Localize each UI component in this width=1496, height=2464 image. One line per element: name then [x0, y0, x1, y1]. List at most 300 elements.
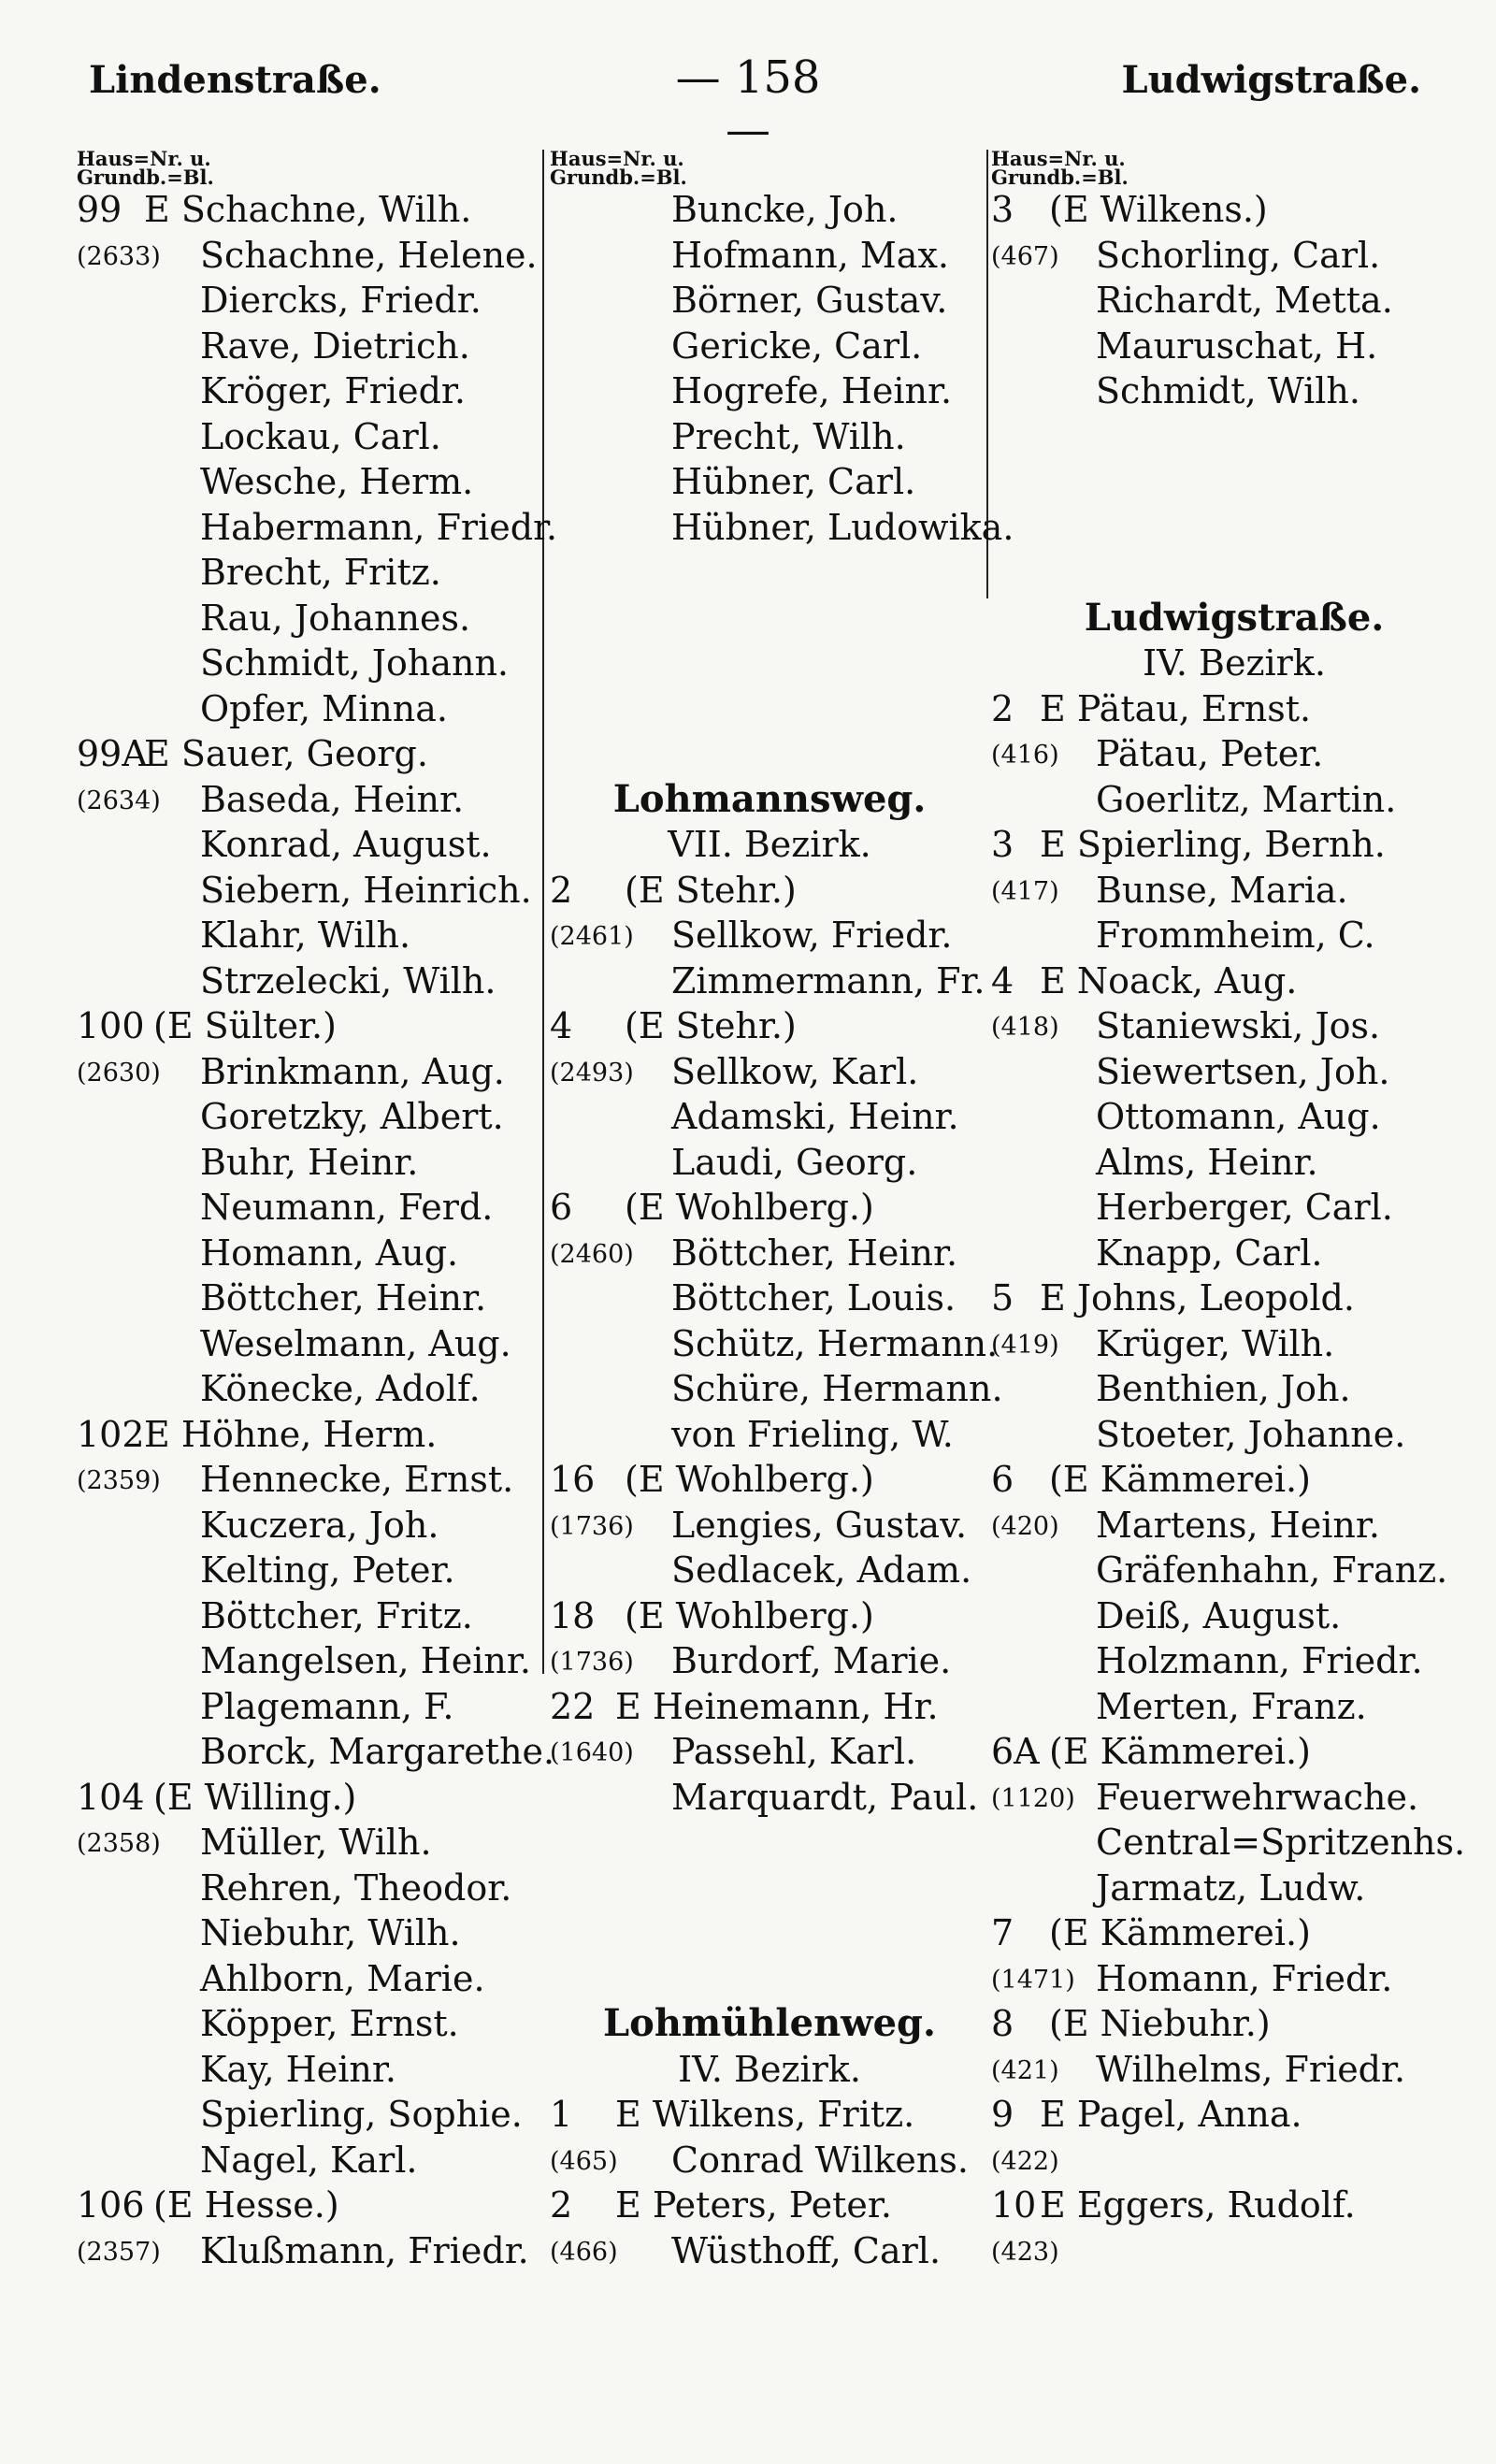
list-item	[77, 868, 544, 914]
house-number: 22	[550, 1685, 596, 1727]
house-number: 5	[991, 1277, 1014, 1318]
resident-name: Müller, Wilh.	[200, 1822, 432, 1863]
house-number: 2	[550, 869, 573, 911]
list-item	[77, 2047, 544, 2093]
street-title: Ludwigstraße.	[1084, 595, 1385, 640]
resident-name: Laudi, Georg.	[671, 1141, 918, 1183]
list-item	[77, 1457, 544, 1503]
list-item	[991, 913, 1477, 958]
list-item	[550, 505, 1014, 551]
spacer	[550, 686, 989, 732]
resident-name: Stoeter, Johanne.	[1096, 1413, 1406, 1455]
list-item	[550, 868, 989, 914]
list-item	[77, 1684, 544, 1730]
column-1	[77, 147, 558, 2431]
land-register-number: (2461)	[550, 922, 634, 951]
house-number: 99	[77, 189, 122, 230]
resident-name: (E Wohlberg.)	[625, 1594, 874, 1636]
list-item	[991, 1094, 1477, 1140]
list-item	[991, 1457, 1477, 1503]
list-item	[991, 1866, 1477, 1911]
column-header	[77, 147, 544, 189]
land-register-number: (2359)	[77, 1466, 161, 1495]
resident-name: (E Hesse.)	[153, 2184, 339, 2226]
list-item	[550, 1140, 989, 1186]
list-item	[991, 2228, 1477, 2274]
list-item	[991, 731, 1477, 777]
resident-name: Hennecke, Ernst.	[200, 1459, 514, 1500]
resident-name: Konrad, August.	[200, 824, 492, 865]
house-number: 18	[550, 1594, 596, 1636]
resident-name: Goerlitz, Martin.	[1096, 778, 1397, 820]
list-item	[991, 1049, 1477, 1095]
resident-name: Köpper, Ernst.	[200, 2003, 459, 2044]
land-register-number: (419)	[991, 1330, 1059, 1360]
resident-name: E Pätau, Ernst.	[1040, 687, 1312, 729]
column-header-label: Grundb.=Bl.	[991, 166, 1129, 189]
list-item	[77, 1366, 544, 1412]
list-item	[550, 324, 989, 369]
resident-name: Lockau, Carl.	[200, 415, 441, 457]
spacer	[550, 731, 989, 777]
resident-name: Buncke, Joh.	[671, 189, 899, 230]
running-header-right: Ludwigstraße.	[1121, 58, 1421, 102]
column-header	[991, 147, 1477, 189]
list-item	[77, 641, 544, 686]
list-item	[77, 596, 544, 641]
list-item	[77, 1775, 544, 1821]
spacer	[991, 505, 1477, 551]
land-register-number: (1736)	[550, 1648, 634, 1677]
resident-name: Marquardt, Paul.	[671, 1776, 979, 1818]
house-number: 6	[550, 1187, 573, 1228]
resident-name: Brecht, Fritz.	[200, 552, 441, 593]
list-item	[550, 368, 989, 414]
list-item	[550, 1321, 999, 1367]
resident-name: E Schachne, Wilh.	[144, 189, 472, 230]
land-register-number: (2493)	[550, 1058, 634, 1088]
list-item	[77, 913, 544, 958]
resident-name: E Pagel, Anna.	[1040, 2094, 1302, 2135]
resident-name: Könecke, Adolf.	[200, 1368, 481, 1409]
resident-name: Passehl, Karl.	[671, 1731, 917, 1772]
house-number: 106	[77, 2184, 145, 2226]
list-item	[550, 1638, 989, 1684]
resident-name: Buhr, Heinr.	[200, 1141, 419, 1183]
list-item	[77, 1275, 544, 1321]
list-item	[991, 1684, 1477, 1730]
resident-name: Gericke, Carl.	[671, 324, 923, 367]
land-register-number: (421)	[991, 2055, 1059, 2085]
list-item	[77, 1412, 544, 1458]
list-item	[991, 1775, 1477, 1821]
spacer	[550, 641, 989, 686]
list-item	[77, 1321, 544, 1367]
resident-name: Krüger, Wilh.	[1096, 1322, 1335, 1364]
resident-name: E Spierling, Bernh.	[1040, 824, 1386, 865]
resident-name: Böttcher, Fritz.	[200, 1594, 473, 1636]
list-item	[550, 278, 989, 324]
resident-name: Precht, Wilh.	[671, 415, 906, 457]
resident-name: Schmidt, Wilh.	[1096, 370, 1360, 411]
list-item	[991, 2138, 1477, 2183]
resident-name: Baseda, Heinr.	[200, 778, 465, 820]
resident-name: E Peters, Peter.	[615, 2184, 892, 2226]
list-item	[550, 1275, 989, 1321]
house-number: 10	[991, 2184, 1037, 2226]
list-item	[550, 2138, 989, 2183]
list-item	[550, 414, 989, 460]
resident-name: Strzelecki, Wilh.	[200, 959, 496, 1001]
land-register-number: (2460)	[550, 1239, 634, 1269]
land-register-number: (2634)	[77, 785, 161, 815]
column-header-label: Grundb.=Bl.	[77, 166, 214, 189]
list-item	[991, 2047, 1477, 2093]
street-title: Lohmannsweg.	[612, 776, 927, 821]
resident-name: Deiß, August.	[1096, 1594, 1342, 1636]
list-item	[77, 278, 544, 324]
running-header-left: Lindenstraße.	[89, 58, 381, 102]
spacer	[550, 1820, 989, 1866]
list-item	[550, 1684, 989, 1730]
resident-name: E Höhne, Herm.	[144, 1413, 438, 1455]
resident-name: Niebuhr, Wilh.	[200, 1912, 461, 1953]
resident-name: Kuczera, Joh.	[200, 1504, 439, 1546]
resident-name: Brinkmann, Aug.	[200, 1050, 505, 1092]
resident-name: Schüre, Hermann.	[671, 1368, 1003, 1409]
land-register-number: (2358)	[77, 1829, 161, 1858]
resident-name: Staniewski, Jos.	[1096, 1005, 1381, 1046]
list-item	[991, 868, 1477, 914]
list-item	[77, 2092, 544, 2138]
list-item	[77, 1185, 544, 1231]
list-item	[77, 368, 544, 414]
list-item	[77, 1820, 544, 1866]
house-number: 104	[77, 1776, 145, 1818]
resident-name: Hübner, Ludowika.	[671, 506, 1014, 548]
column-header	[550, 147, 989, 189]
list-item	[991, 1820, 1477, 1866]
list-item	[77, 822, 544, 868]
house-number: 6	[991, 1459, 1014, 1500]
list-item	[550, 1185, 989, 1231]
resident-name: (E Kämmerei.)	[1049, 1731, 1311, 1772]
list-item	[991, 2001, 1477, 2047]
list-item	[77, 777, 544, 823]
list-item	[77, 505, 558, 551]
resident-name: Hofmann, Max.	[671, 234, 949, 276]
list-item	[550, 958, 989, 1004]
list-item	[77, 1503, 544, 1549]
resident-name: Schütz, Hermann.	[671, 1322, 999, 1364]
resident-name: Opfer, Minna.	[200, 687, 448, 729]
resident-name: Wesche, Herm.	[200, 461, 474, 502]
resident-name: E Heinemann, Hr.	[615, 1685, 939, 1727]
resident-name: Goretzky, Albert.	[200, 1096, 504, 1137]
spacer	[550, 550, 989, 596]
land-register-number: (1471)	[991, 1965, 1075, 1995]
resident-name: E Noack, Aug.	[1040, 959, 1298, 1001]
list-item	[77, 2228, 544, 2274]
list-item	[991, 1366, 1477, 1412]
house-number: 8	[991, 2003, 1014, 2044]
district-label: VII. Bezirk.	[668, 824, 871, 865]
resident-name: Herberger, Carl.	[1096, 1187, 1393, 1228]
resident-name: Hogrefe, Heinr.	[671, 370, 953, 411]
list-item	[991, 822, 1477, 868]
list-item	[77, 1593, 544, 1639]
spacer	[991, 459, 1477, 505]
resident-name: Böttcher, Louis.	[671, 1277, 957, 1318]
list-item	[77, 459, 544, 505]
list-item	[991, 2092, 1477, 2138]
list-item	[991, 1140, 1477, 1186]
list-item	[77, 1910, 544, 1956]
land-register-number: (2633)	[77, 241, 161, 271]
list-item	[77, 324, 544, 369]
resident-name: Ottomann, Aug.	[1096, 1096, 1381, 1137]
land-register-number: (1736)	[550, 1511, 634, 1541]
resident-name: E Eggers, Rudolf.	[1040, 2184, 1356, 2226]
list-item	[550, 1457, 989, 1503]
resident-name: E Wilkens, Fritz.	[615, 2094, 915, 2135]
resident-name: Alms, Heinr.	[1096, 1141, 1318, 1183]
list-item	[77, 1140, 544, 1186]
resident-name: Diercks, Friedr.	[200, 280, 482, 321]
resident-name: Knapp, Carl.	[1096, 1232, 1323, 1274]
list-item	[991, 187, 1477, 233]
list-item	[991, 1412, 1477, 1458]
house-number: 1	[550, 2094, 573, 2135]
land-register-number: (418)	[991, 1013, 1059, 1042]
resident-name: Rehren, Theodor.	[200, 1866, 512, 1909]
column-header-label: Haus=Nr. u.	[550, 147, 684, 170]
resident-name: Holzmann, Friedr.	[1096, 1640, 1423, 1681]
list-item	[991, 1503, 1477, 1549]
resident-name: Spierling, Sophie.	[200, 2094, 523, 2135]
house-number: 2	[991, 687, 1014, 729]
list-item	[550, 2092, 989, 2138]
list-item	[77, 1231, 544, 1276]
spacer	[550, 1866, 989, 1911]
resident-name: Böttcher, Heinr.	[200, 1277, 487, 1318]
list-item	[77, 1548, 544, 1593]
resident-name: Pätau, Peter.	[1096, 733, 1324, 774]
land-register-number: (416)	[991, 741, 1059, 770]
list-item	[550, 1593, 989, 1639]
list-item	[991, 233, 1477, 279]
resident-name: Schorling, Carl.	[1096, 234, 1381, 276]
list-item	[550, 1003, 989, 1049]
resident-name: Martens, Heinr.	[1096, 1504, 1380, 1546]
resident-name: Klahr, Wilh.	[200, 915, 411, 956]
list-item	[77, 958, 544, 1004]
resident-name: Kay, Heinr.	[200, 2048, 396, 2090]
list-item	[77, 1638, 544, 1684]
resident-name: Rave, Dietrich.	[200, 324, 470, 367]
list-item	[77, 550, 544, 596]
resident-name: Schmidt, Johann.	[200, 642, 509, 684]
list-item	[77, 187, 544, 233]
resident-name: (E Stehr.)	[625, 1005, 797, 1046]
house-number: 100	[77, 1005, 145, 1046]
list-item	[991, 1956, 1477, 2002]
list-item	[77, 1049, 544, 1095]
resident-name: Schachne, Helene.	[200, 234, 538, 276]
resident-name: Kröger, Friedr.	[200, 370, 466, 411]
resident-name: Gräfenhahn, Franz.	[1096, 1549, 1448, 1591]
list-item	[77, 1003, 544, 1049]
spacer	[550, 1956, 989, 2002]
resident-name: Plagemann, F.	[200, 1685, 454, 1727]
resident-name: Wüsthoff, Carl.	[671, 2229, 942, 2271]
resident-name: Rau, Johannes.	[200, 597, 471, 639]
list-item	[550, 1231, 989, 1276]
resident-name: Frommheim, C.	[1096, 915, 1375, 956]
list-item	[77, 1094, 544, 1140]
district-label: IV. Bezirk.	[678, 2048, 861, 2090]
list-item	[77, 731, 544, 777]
resident-name: Richardt, Metta.	[1096, 280, 1393, 321]
spacer	[550, 596, 989, 641]
list-item	[991, 1275, 1477, 1321]
resident-name: von Frieling, W.	[671, 1413, 954, 1455]
resident-name: Sellkow, Karl.	[671, 1050, 919, 1092]
resident-name: Conrad Wilkens.	[671, 2139, 969, 2181]
house-number: 16	[550, 1459, 596, 1500]
resident-name: Hübner, Carl.	[671, 461, 916, 502]
list-item	[77, 1956, 544, 2002]
column-3	[991, 147, 1477, 2431]
list-item	[991, 1593, 1477, 1639]
list-item	[550, 1412, 989, 1458]
resident-name: Ahlborn, Marie.	[200, 1957, 485, 1999]
land-register-number: (2630)	[77, 1058, 161, 1088]
list-item	[550, 1729, 989, 1775]
land-register-number: (422)	[991, 2146, 1059, 2176]
house-number: 99A	[77, 733, 148, 774]
district-label: IV. Bezirk.	[1143, 642, 1326, 684]
house-number: 4	[991, 959, 1014, 1001]
list-item	[991, 1729, 1477, 1775]
house-number: 6A	[991, 1731, 1040, 1772]
resident-name: E Sauer, Georg.	[144, 733, 428, 774]
resident-name: Siebern, Heinrich.	[200, 869, 532, 911]
list-item	[991, 777, 1477, 823]
list-item	[77, 2001, 544, 2047]
land-register-number: (2357)	[77, 2237, 161, 2267]
list-item	[77, 2138, 544, 2183]
house-number: 7	[991, 1912, 1014, 1953]
list-item	[550, 2228, 989, 2274]
list-item	[550, 1094, 989, 1140]
resident-name: (E Kämmerei.)	[1049, 1459, 1311, 1500]
resident-name: (E Wohlberg.)	[625, 1187, 874, 1228]
resident-name: Jarmatz, Ludw.	[1096, 1866, 1366, 1909]
resident-name: (E Wohlberg.)	[625, 1459, 874, 1500]
list-item	[550, 1049, 989, 1095]
page-number: — 158 —	[675, 51, 821, 156]
list-item	[991, 1321, 1477, 1367]
list-item	[77, 1729, 555, 1775]
resident-name: (E Kämmerei.)	[1049, 1912, 1311, 1953]
list-item	[991, 278, 1477, 324]
resident-name: Nagel, Karl.	[200, 2139, 418, 2181]
resident-name: Mauruschat, H.	[1096, 324, 1378, 367]
resident-name: Homann, Aug.	[200, 1232, 459, 1274]
land-register-number: (1120)	[991, 1783, 1075, 1813]
resident-name: Sellkow, Friedr.	[671, 915, 953, 956]
list-item	[991, 368, 1477, 414]
spacer	[991, 414, 1477, 460]
list-item	[991, 324, 1477, 369]
resident-name: (E Stehr.)	[625, 869, 797, 911]
list-item	[991, 1185, 1477, 1231]
land-register-number: (417)	[991, 876, 1059, 906]
list-item	[550, 1366, 1003, 1412]
list-item	[550, 1548, 989, 1593]
list-item	[991, 958, 1477, 1004]
list-item	[991, 1003, 1477, 1049]
list-item	[550, 1503, 989, 1549]
list-item	[550, 187, 989, 233]
column-header-label: Haus=Nr. u.	[77, 147, 211, 170]
land-register-number: (423)	[991, 2237, 1059, 2267]
list-item	[77, 686, 544, 732]
resident-name: Neumann, Ferd.	[200, 1187, 494, 1228]
resident-name: Wilhelms, Friedr.	[1096, 2048, 1406, 2090]
spacer	[550, 1910, 989, 1956]
resident-name: Burdorf, Marie.	[671, 1640, 952, 1681]
land-register-number: (467)	[991, 241, 1059, 271]
resident-name: Feuerwehrwache.	[1096, 1776, 1419, 1818]
list-item	[550, 1775, 989, 1821]
resident-name: Homann, Friedr.	[1096, 1957, 1393, 1999]
list-item	[77, 414, 544, 460]
list-item	[991, 686, 1477, 732]
resident-name: Börner, Gustav.	[671, 280, 948, 321]
resident-name: Klußmann, Friedr.	[200, 2229, 529, 2271]
resident-name: Habermann, Friedr.	[200, 506, 558, 548]
resident-name: Böttcher, Heinr.	[671, 1232, 958, 1274]
land-register-number: (466)	[550, 2237, 618, 2267]
house-number: 3	[991, 189, 1014, 230]
resident-name: Central=Spritzenhs.	[1096, 1822, 1466, 1863]
resident-name: Lengies, Gustav.	[671, 1504, 968, 1546]
resident-name: Sedlacek, Adam.	[671, 1549, 972, 1591]
resident-name: E Johns, Leopold.	[1040, 1277, 1355, 1318]
list-item	[550, 913, 989, 958]
resident-name: Zimmermann, Fr.	[671, 959, 985, 1001]
resident-name: Siewertsen, Joh.	[1096, 1050, 1390, 1092]
resident-name: (E Willing.)	[153, 1776, 357, 1818]
list-item	[991, 1910, 1477, 1956]
list-item	[77, 1866, 544, 1911]
list-item	[991, 1548, 1477, 1593]
resident-name: Borck, Margarethe.	[200, 1731, 555, 1772]
list-item	[991, 2183, 1477, 2228]
resident-name: Benthien, Joh.	[1096, 1368, 1351, 1409]
resident-name: (E Niebuhr.)	[1049, 2003, 1271, 2044]
resident-name: (E Sülter.)	[153, 1005, 337, 1046]
column-header-label: Haus=Nr. u.	[991, 147, 1126, 170]
list-item	[550, 233, 989, 279]
house-number: 102	[77, 1413, 145, 1455]
land-register-number: (465)	[550, 2146, 618, 2176]
list-item	[550, 2183, 989, 2228]
resident-name: (E Wilkens.)	[1049, 189, 1268, 230]
land-register-number: (1640)	[550, 1738, 634, 1767]
